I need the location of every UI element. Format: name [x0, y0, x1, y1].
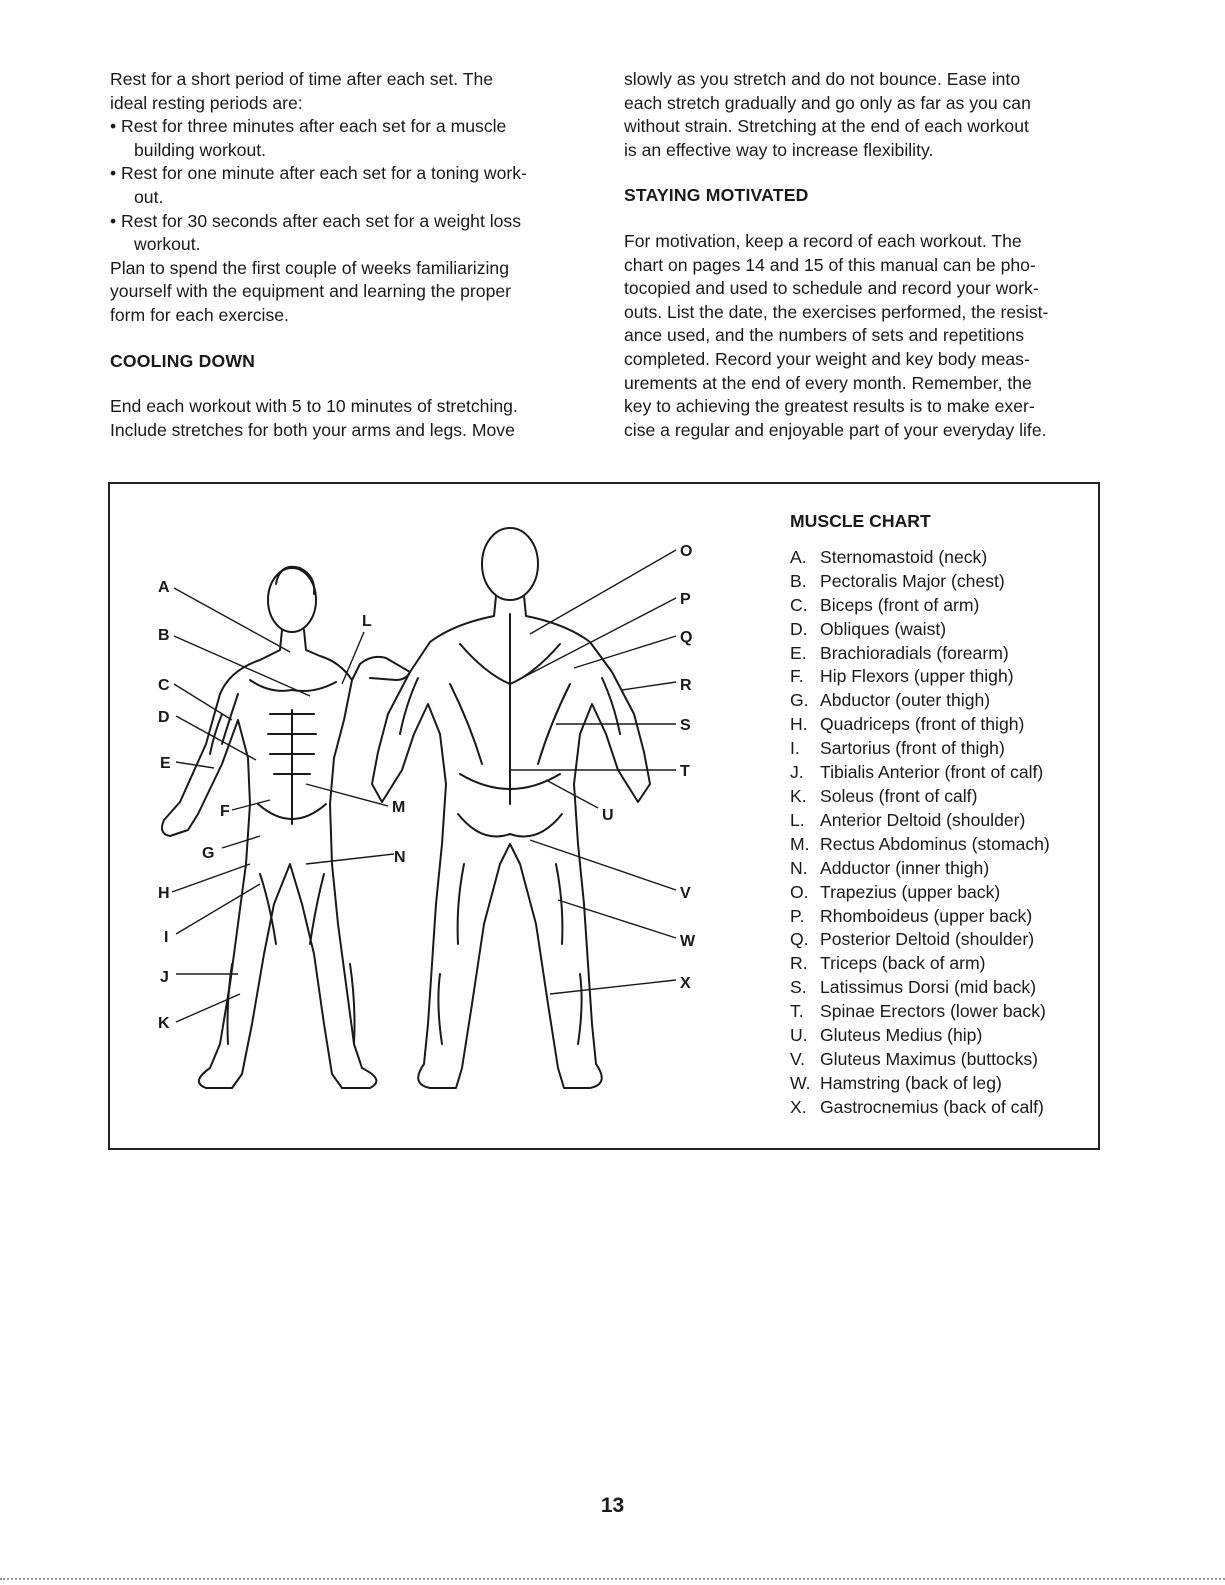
motivated-line: chart on pages 14 and 15 of this manual can be pho-	[624, 254, 1036, 275]
muscle-name: Pectoralis Major (chest)	[820, 570, 1005, 591]
bullet-line: • Rest for three minutes after each set for a muscle	[110, 116, 507, 137]
muscle-list-item	[790, 928, 1090, 952]
stretch-line: without strain. Stretching at the end of each workout	[624, 116, 1029, 137]
muscle-name: Posterior Deltoid (shoulder)	[820, 929, 1035, 950]
rest-bullet	[110, 210, 590, 257]
muscle-name: Soleus (front of calf)	[820, 785, 978, 806]
stretch-line: each stretch gradually and go only as far as you can	[624, 92, 1031, 113]
diagram-label: W	[680, 933, 696, 950]
muscle-letter: H.	[790, 714, 808, 735]
diagram-label: M	[392, 799, 406, 816]
bullet-line: • Rest for one minute after each set for a toning work-	[110, 163, 527, 184]
intro-line: ideal resting periods are:	[110, 92, 303, 113]
muscle-list-item	[790, 618, 1090, 642]
muscle-letter: A.	[790, 546, 807, 567]
muscle-list-item	[790, 665, 1090, 689]
rest-bullet	[110, 162, 590, 209]
plan-line: Plan to spend the first couple of weeks familiarizing	[110, 257, 509, 278]
left-column	[110, 68, 590, 442]
muscle-letter: Q.	[790, 929, 809, 950]
muscle-name: Spinae Erectors (lower back)	[820, 1001, 1046, 1022]
diagram-label: F	[220, 803, 230, 820]
muscle-letter: O.	[790, 881, 809, 902]
diagram-label: V	[680, 885, 691, 902]
muscle-letter: V.	[790, 1048, 806, 1069]
diagram-label: N	[394, 849, 406, 866]
muscle-name: Tibialis Anterior (front of calf)	[820, 762, 1044, 783]
stretch-line: slowly as you stretch and do not bounce. Ease into	[624, 69, 1021, 89]
cooling-down-heading: COOLING DOWN	[110, 350, 256, 371]
muscle-name: Gluteus Medius (hip)	[820, 1025, 983, 1046]
scan-edge-divider	[0, 1578, 1225, 1580]
muscle-letter: P.	[790, 905, 805, 926]
cooling-line: End each workout with 5 to 10 minutes of stretching.	[110, 396, 518, 417]
muscle-name: Gastrocnemius (back of calf)	[820, 1096, 1044, 1117]
bullet-line: • Rest for 30 seconds after each set for a weight loss	[110, 210, 522, 231]
muscle-name: Latissimus Dorsi (mid back)	[820, 977, 1037, 998]
muscle-name: Hip Flexors (upper thigh)	[820, 666, 1014, 687]
motivated-line: key to achieving the greatest results is to make exer-	[624, 396, 1035, 417]
muscle-letter: G.	[790, 690, 809, 711]
muscle-letter: N.	[790, 857, 808, 878]
diagram-label: U	[602, 807, 614, 824]
motivated-line: ance used, and the numbers of sets and repetitions	[624, 325, 1025, 346]
muscle-letter: J.	[790, 762, 804, 783]
muscle-letter: D.	[790, 618, 808, 639]
muscle-list-item	[790, 1096, 1090, 1120]
muscle-list-item	[790, 952, 1090, 976]
muscle-list-item	[790, 905, 1090, 929]
page-number: 13	[600, 1494, 625, 1517]
muscle-list-item	[790, 689, 1090, 713]
stretch-line: is an effective way to increase flexibility.	[624, 139, 934, 160]
muscle-name: Sartorius (front of thigh)	[820, 738, 1005, 759]
diagram-label: S	[680, 717, 691, 734]
diagram-label: B	[158, 627, 170, 644]
muscle-list-item	[790, 642, 1090, 666]
motivated-line: cise a regular and enjoyable part of your everyday life.	[624, 419, 1047, 440]
motivated-line: tocopied and used to schedule and record your work-	[624, 278, 1039, 299]
muscle-name: Rhomboideus (upper back)	[820, 905, 1033, 926]
muscle-letter: B.	[790, 570, 807, 591]
muscle-list-item	[790, 570, 1090, 594]
diagram-label: J	[160, 969, 169, 986]
diagram-label: C	[158, 677, 170, 694]
muscle-list-item	[790, 785, 1090, 809]
muscle-list-item	[790, 737, 1090, 761]
motivated-line: outs. List the date, the exercises performed, the resist-	[624, 301, 1049, 322]
rest-bullet	[110, 115, 590, 162]
muscle-chart-title: MUSCLE CHART	[790, 511, 931, 531]
muscle-letter: T.	[790, 1001, 804, 1022]
diagram-label: R	[680, 677, 692, 694]
muscle-letter: K.	[790, 785, 807, 806]
muscle-list	[790, 546, 1090, 1120]
muscle-letter: F.	[790, 666, 804, 687]
muscle-list-item	[790, 594, 1090, 618]
muscle-list-item	[790, 713, 1090, 737]
muscle-letter: C.	[790, 594, 808, 615]
diagram-label: D	[158, 709, 170, 726]
muscle-name: Anterior Deltoid (shoulder)	[820, 809, 1026, 830]
diagram-label: P	[680, 591, 691, 608]
intro-line: Rest for a short period of time after each set. The	[110, 69, 494, 89]
diagram-label: Q	[680, 629, 693, 646]
muscle-letter: R.	[790, 953, 808, 974]
muscle-name: Sternomastoid (neck)	[820, 546, 988, 567]
muscle-chart-legend	[790, 510, 1090, 1120]
muscle-letter: E.	[790, 642, 807, 663]
muscle-letter: S.	[790, 977, 807, 998]
muscle-letter: I.	[790, 738, 800, 759]
diagram-label: I	[164, 929, 169, 946]
muscle-list-item	[790, 761, 1090, 785]
diagram-label: T	[680, 763, 690, 780]
motivated-line: completed. Record your weight and key body meas-	[624, 348, 1030, 369]
muscle-name: Obliques (waist)	[820, 618, 947, 639]
muscle-name: Triceps (back of arm)	[820, 953, 986, 974]
muscle-letter: L.	[790, 809, 805, 830]
muscle-letter: W.	[790, 1072, 811, 1093]
muscle-list-item	[790, 1048, 1090, 1072]
muscle-name: Hamstring (back of leg)	[820, 1072, 1002, 1093]
muscle-list-item	[790, 1000, 1090, 1024]
bullet-line: out.	[134, 186, 164, 207]
staying-motivated-heading: STAYING MOTIVATED	[624, 185, 809, 206]
muscle-letter: X.	[790, 1096, 807, 1117]
motivated-line: urements at the end of every month. Remember, the	[624, 372, 1032, 393]
muscle-name: Quadriceps (front of thigh)	[820, 714, 1025, 735]
muscle-chart-figure	[108, 482, 1100, 1150]
muscle-letter: U.	[790, 1025, 808, 1046]
muscle-name: Adductor (inner thigh)	[820, 857, 990, 878]
muscle-name: Trapezius (upper back)	[820, 881, 1001, 902]
diagram-label: E	[160, 755, 171, 772]
muscle-name: Abductor (outer thigh)	[820, 690, 991, 711]
muscle-list-item	[790, 976, 1090, 1000]
diagram-label: K	[158, 1015, 170, 1032]
diagram-label: O	[680, 543, 693, 560]
diagram-label: A	[158, 579, 170, 596]
front-body-figure	[162, 567, 410, 1088]
muscle-list-item	[790, 857, 1090, 881]
diagram-label: H	[158, 885, 170, 902]
muscle-list-item	[790, 833, 1090, 857]
diagram-label: L	[362, 613, 372, 630]
muscle-list-item	[790, 881, 1090, 905]
bullet-line: workout.	[134, 234, 201, 255]
muscle-name: Biceps (front of arm)	[820, 594, 980, 615]
muscle-list-item	[790, 809, 1090, 833]
muscle-list-item	[790, 1024, 1090, 1048]
plan-line: yourself with the equipment and learning the proper	[110, 281, 511, 302]
right-column	[624, 68, 1104, 442]
muscle-name: Rectus Abdominus (stomach)	[820, 833, 1050, 854]
diagram-label: X	[680, 975, 691, 992]
muscle-list-item	[790, 1072, 1090, 1096]
muscle-name: Gluteus Maximus (buttocks)	[820, 1048, 1039, 1069]
muscle-letter: M.	[790, 833, 810, 854]
diagram-label: G	[202, 845, 215, 862]
bullet-line: building workout.	[134, 139, 267, 160]
muscle-list-item	[790, 546, 1090, 570]
plan-line: form for each exercise.	[110, 304, 289, 325]
motivated-line: For motivation, keep a record of each workout. The	[624, 230, 1022, 251]
cooling-line: Include stretches for both your arms and legs. Move	[110, 419, 515, 440]
muscle-name: Brachioradials (forearm)	[820, 642, 1009, 663]
